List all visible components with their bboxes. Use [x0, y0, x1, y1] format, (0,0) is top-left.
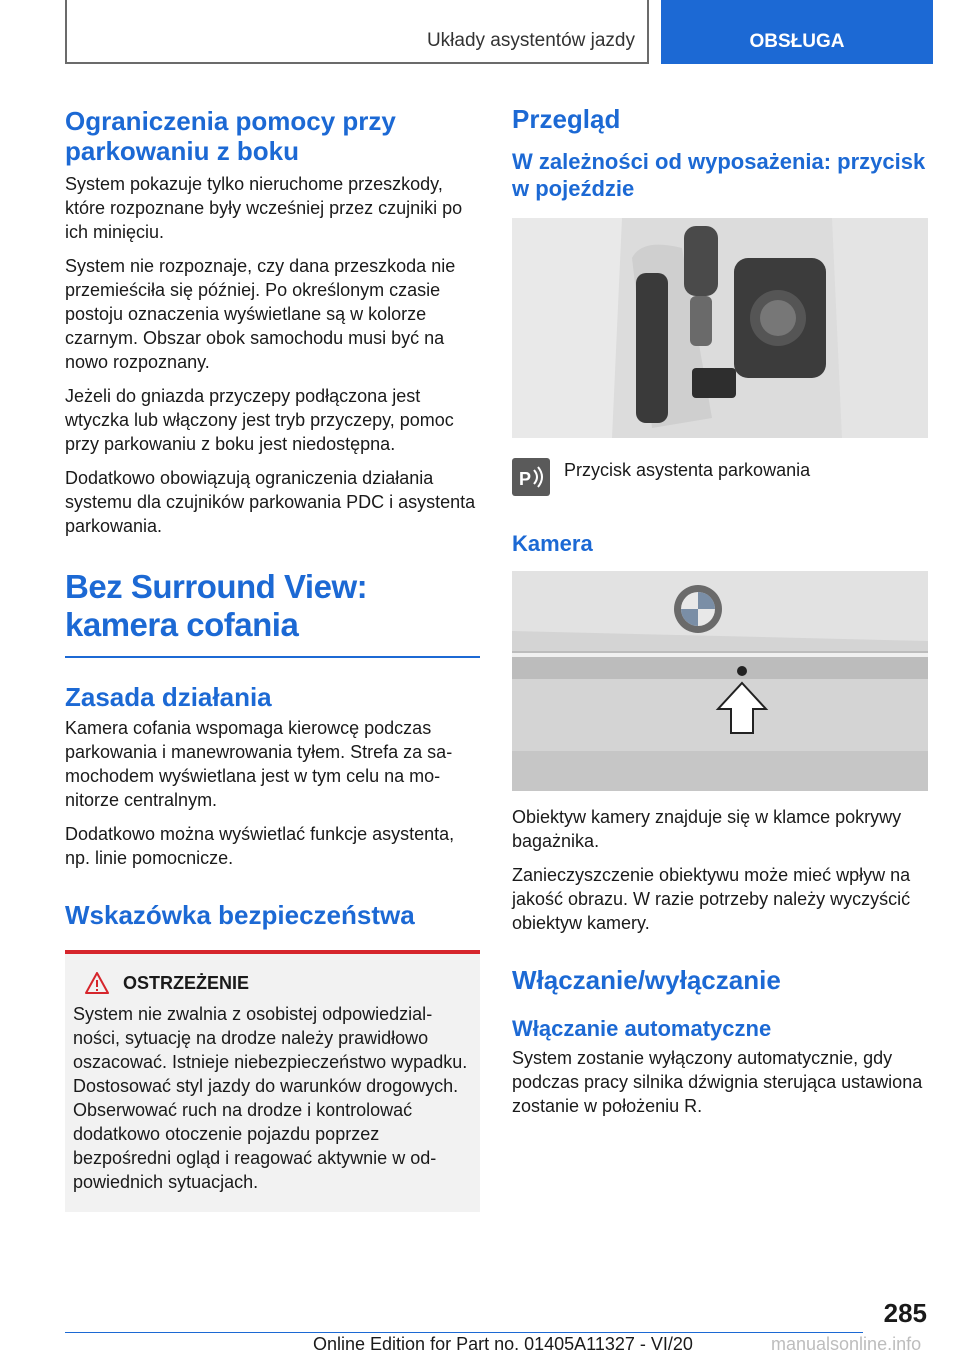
edition-info: Online Edition for Part no. 01405A11327 - VI/20: [313, 1334, 693, 1354]
header-chapter-tab: OBSŁUGA: [661, 0, 933, 64]
paragraph: Obiektyw kamery znajduje się w klamce pokrywy bagażnika.: [512, 807, 902, 851]
heading-camera: Kamera: [512, 531, 593, 556]
footer-rule: [65, 1332, 863, 1333]
left-column: [65, 100, 480, 1212]
heading-principle: Zasada działania: [65, 682, 272, 712]
watermark: manualsonline.info: [771, 1334, 922, 1354]
heading-side-parking-limits: Ograniczenia pomocy przy parkowaniu z boku: [65, 106, 396, 166]
paragraph: Jeżeli do gniazda przyczepy podłączona jest wtyczka lub włączony jest tryb przyczepy, pomoc przy parkowaniu z boku jest niedostępna.: [65, 386, 454, 454]
paragraph: System zostanie wyłączony automatycznie, gdy podczas pracy silnika dźwignia sterująca ustawiona zostanie w położeniu R.: [512, 1048, 923, 1116]
svg-text:P: P: [519, 469, 532, 489]
paragraph: System nie rozpoznaje, czy dana przeszkoda nie przemieściła się później. Po określonym czasie postoju oznaczenia wyświetlane są w kolorze czarnym. Obszar obok samochodu musi być na nowo rozpoznany.: [65, 256, 456, 372]
center-console-illustration: [512, 218, 928, 438]
header-section-title: Układy asystentów jazdy: [426, 30, 635, 51]
heading-button-in-vehicle: W zależności od wyposażenia: przycisk w pojeździe: [512, 149, 926, 201]
paragraph: System pokazuje tylko nieruchome przeszkody, które rozpoznane były wcześniej przez czujniki po ich minięciu.: [65, 174, 463, 242]
tailgate-camera-photo: [512, 571, 928, 791]
tailgate-camera-illustration: [512, 571, 928, 791]
page-number: 285: [883, 1298, 927, 1328]
right-column: [512, 100, 928, 1118]
page-header: [65, 0, 933, 64]
warning-triangle-icon: [85, 972, 109, 994]
paragraph: Kamera cofania wspomaga kierowcę podczas parkowania i manewrowania tyłem. Strefa za samochodem wyświetlana jest w tym celu na monitorze centralnym.: [65, 718, 453, 810]
warning-label: OSTRZEŻENIE: [123, 972, 250, 993]
park-assist-button-icon: [512, 458, 550, 496]
heading-safety-note: Wskazówka bezpieczeństwa: [65, 900, 415, 930]
warning-text: System nie zwalnia z osobistej odpowiedzialności, sytuację na drodze należy prawidłowo oszacować. Istnieje niebezpieczeństwo wypadku. Dostosować styl jazdy do warunków drogowych. Obserwować ruch na drodze i kontrolować dodatkowo otoczenie pojazdu poprzez bezpośredni ogląd i reagować aktywnie w odpowiednich sytuacjach.: [73, 1004, 468, 1192]
button-legend: [512, 458, 928, 496]
paragraph: Zanieczyszczenie obiektywu może mieć wpływ na jakość obrazu. W razie potrzeby należy wyczyścić obiektyw kamery.: [512, 865, 911, 933]
warning-box: [65, 950, 480, 1212]
center-console-photo: [512, 218, 928, 438]
heading-rule: [65, 656, 480, 658]
paragraph: Dodatkowo można wyświetlać funkcje asystenta, np. linie pomocnicze.: [65, 824, 455, 868]
paragraph: Dodatkowo obowiązują ograniczenia działania systemu dla czujników parkowania PDC i asystenta parkowania.: [65, 468, 476, 536]
header-section-box: [65, 0, 649, 64]
button-caption: Przycisk asystenta parkowania: [564, 460, 811, 480]
heading-on-off: Włączanie/wyłączanie: [512, 965, 781, 995]
heading-overview: Przegląd: [512, 104, 621, 134]
warning-title: [85, 972, 472, 994]
heading-auto-on: Włączanie automatyczne: [512, 1016, 772, 1041]
heading-rear-camera: Bez Surround View: kamera cofania: [65, 568, 368, 643]
